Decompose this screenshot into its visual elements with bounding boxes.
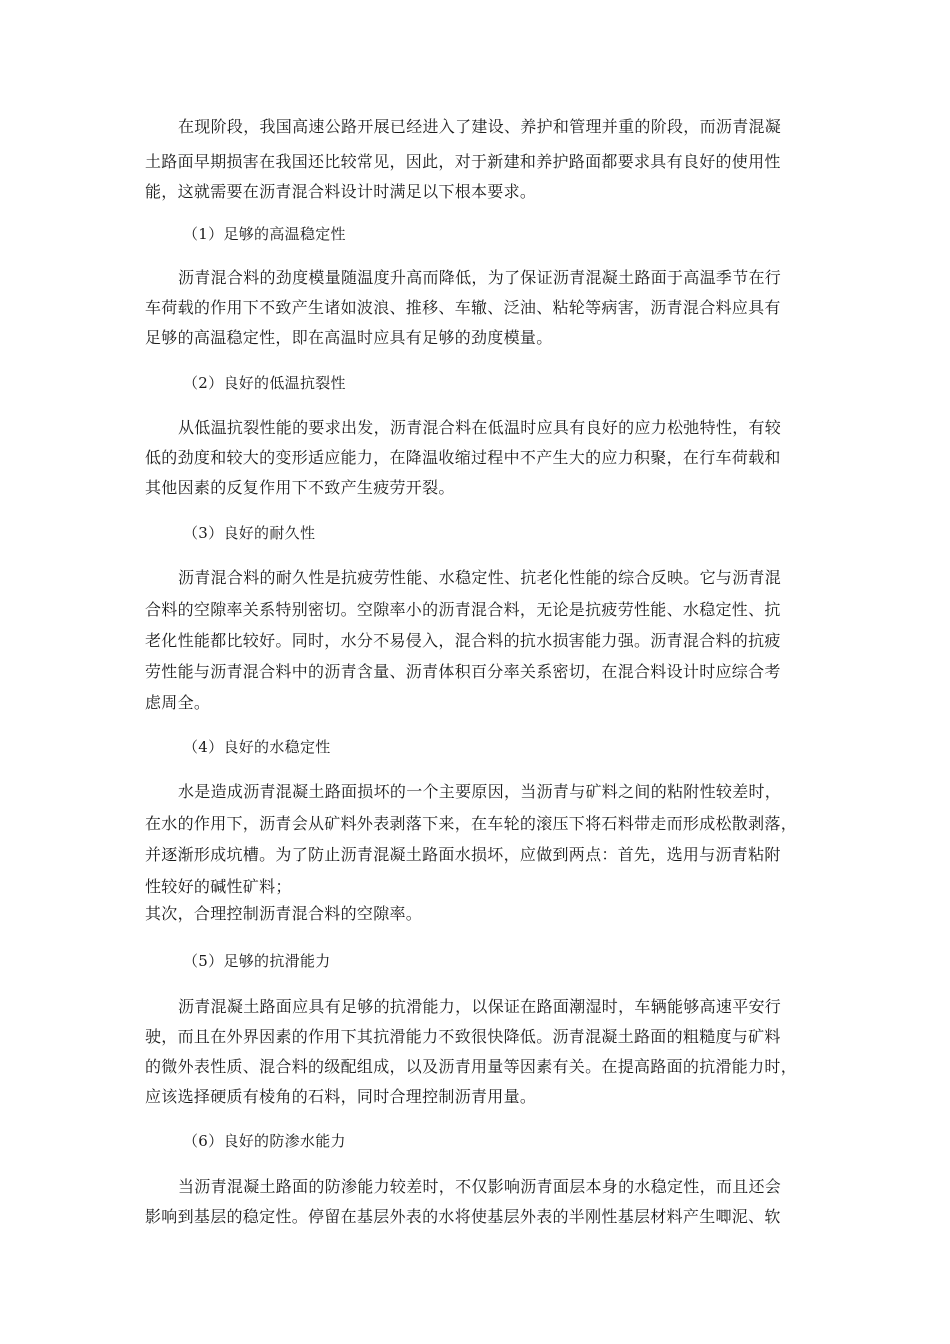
paragraph-line: 应该选择硬质有棱角的石料，同时合理控制沥青用量。 (145, 1087, 537, 1106)
paragraph-line: 虑周全。 (145, 693, 211, 712)
paragraph-line: 低的劲度和较大的变形适应能力，在降温收缩过程中不产生大的应力积聚，在行车荷载和 (145, 448, 781, 467)
paragraph-line: 其次，合理控制沥青混合料的空隙率。 (145, 904, 423, 923)
paragraph-line: 在现阶段，我国高速公路开展已经进入了建设、养护和管理并重的阶段，而沥青混凝 (178, 117, 782, 136)
paragraph-line: 沥青混凝土路面应具有足够的抗滑能力，以保证在路面潮湿时，车辆能够高速平安行 (178, 997, 782, 1016)
paragraph-line: 驶，而且在外界因素的作用下其抗滑能力不致很快降低。沥青混凝土路面的粗糙度与矿料 (145, 1027, 781, 1046)
section-heading: （6）良好的防渗水能力 (183, 1132, 346, 1150)
paragraph-line: 足够的高温稳定性，即在高温时应具有足够的劲度模量。 (145, 328, 553, 347)
section-heading: （2）良好的低温抗裂性 (183, 374, 346, 392)
paragraph-line: 水是造成沥青混凝土路面损坏的一个主要原因，当沥青与矿料之间的粘附性较差时， (178, 782, 782, 801)
paragraph-line: 合料的空隙率关系特别密切。空隙率小的沥青混合料，无论是抗疲劳性能、水稳定性、抗 (145, 600, 781, 619)
section-heading: （4）良好的水稳定性 (183, 738, 331, 756)
paragraph-line: 劳性能与沥青混合料中的沥青含量、沥青体积百分率关系密切，在混合料设计时应综合考 (145, 662, 781, 681)
paragraph-line: 其他因素的反复作用下不致产生疲劳开裂。 (145, 478, 455, 497)
paragraph-line: 土路面早期损害在我国还比较常见，因此，对于新建和养护路面都要求具有良好的使用性 (145, 152, 781, 171)
paragraph-line: 能，这就需要在沥青混合料设计时满足以下根本要求。 (145, 182, 537, 201)
paragraph-line: 车荷载的作用下不致产生诸如波浪、推移、车辙、泛油、粘轮等病害，沥青混合料应具有 (145, 298, 781, 317)
paragraph-line: 沥青混合料的耐久性是抗疲劳性能、水稳定性、抗老化性能的综合反映。它与沥青混 (178, 568, 782, 587)
section-heading: （1）足够的高温稳定性 (183, 225, 346, 243)
paragraph-line: 沥青混合料的劲度模量随温度升高而降低，为了保证沥青混凝土路面于高温季节在行 (178, 268, 782, 287)
paragraph-line: 的微外表性质、混合料的级配组成，以及沥青用量等因素有关。在提高路面的抗滑能力时， (145, 1057, 798, 1076)
paragraph-line: 并逐渐形成坑槽。为了防止沥青混凝土路面水损坏，应做到两点：首先，选用与沥青粘附 (145, 845, 781, 864)
section-heading: （5）足够的抗滑能力 (183, 952, 331, 970)
paragraph-line: 老化性能都比较好。同时，水分不易侵入，混合料的抗水损害能力强。沥青混合料的抗疲 (145, 631, 781, 650)
section-heading: （3）良好的耐久性 (183, 524, 316, 542)
paragraph-line: 从低温抗裂性能的要求出发，沥青混合料在低温时应具有良好的应力松弛特性，有较 (178, 418, 782, 437)
paragraph-line: 在水的作用下，沥青会从矿料外表剥落下来，在车轮的滚压下将石料带走而形成松散剥落， (145, 814, 798, 833)
paragraph-line: 影响到基层的稳定性。停留在基层外表的水将使基层外表的半刚性基层材料产生唧泥、软 (145, 1207, 781, 1226)
paragraph-line: 性较好的碱性矿料； (145, 877, 292, 896)
paragraph-line: 当沥青混凝土路面的防渗能力较差时，不仅影响沥青面层本身的水稳定性，而且还会 (178, 1177, 782, 1196)
